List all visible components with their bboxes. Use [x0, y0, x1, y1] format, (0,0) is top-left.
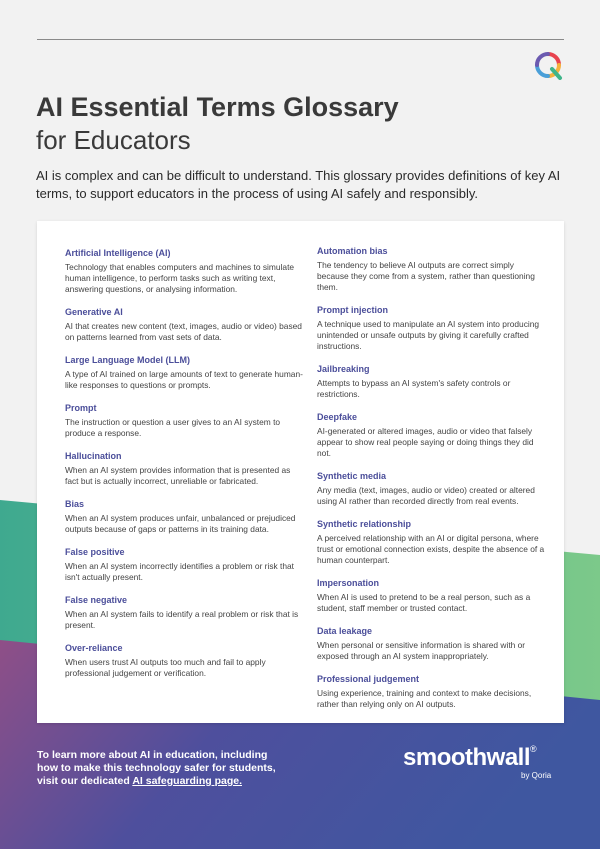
smoothwall-logo [403, 744, 552, 780]
glossary-term: Data leakage [317, 626, 373, 636]
qoria-logo-icon [531, 50, 565, 80]
glossary-entry [65, 450, 305, 487]
glossary-entry [65, 642, 305, 679]
intro-paragraph: AI is complex and can be difficult to understand. This glossary provides definitions of key AI terms, to support educators in the process of using AI safely and responsibly. [36, 168, 561, 201]
glossary-definition: The instruction or question a user gives to an AI system to produce a response. [65, 417, 281, 438]
glossary-term: False positive [65, 547, 125, 557]
page-subtitle: for Educators [36, 125, 191, 155]
footer-cta-text: To learn more about AI in education, including how to make this technology safer for students, visit our dedicated [37, 749, 276, 787]
glossary-entry [317, 577, 547, 614]
glossary-definition: When an AI system fails to identify a real problem or risk that is present. [65, 609, 299, 630]
glossary-entry [65, 546, 305, 583]
glossary-entry [317, 304, 547, 352]
glossary-definition: When an AI system produces unfair, unbalanced or prejudiced outputs because of gaps or patterns in its training data. [65, 513, 296, 534]
glossary-entry [317, 411, 547, 459]
glossary-definition: Attempts to bypass an AI system's safety controls or restrictions. [317, 378, 511, 399]
glossary-definition: Any media (text, images, audio or video) created or altered using AI rather than recorded directly from real events. [317, 485, 535, 506]
glossary-term: Prompt [65, 403, 97, 413]
glossary-definition: A technique used to manipulate an AI system into producing unintended or unsafe outputs by giving it carefully crafted instructions. [317, 319, 540, 351]
glossary-definition: The tendency to believe AI outputs are correct simply because they come from a system, rather than questioning them. [317, 260, 535, 292]
ai-safeguarding-link[interactable]: AI safeguarding page. [132, 775, 242, 787]
glossary-term: False negative [65, 595, 128, 605]
glossary-term: Professional judgement [317, 674, 420, 684]
glossary-definition: AI-generated or altered images, audio or video that falsely appear to show real people saying or doing things they did not. [317, 426, 534, 458]
glossary-column-left [65, 247, 305, 690]
glossary-entry [317, 518, 547, 566]
glossary-definition: When users trust AI outputs too much and fail to apply professional judgement or verification. [65, 657, 266, 678]
glossary-definition: A type of AI trained on large amounts of text to generate human-like responses to questions or prompts. [65, 369, 303, 390]
glossary-definition: AI that creates new content (text, images, audio or video) based on patterns learned from vast sets of data. [65, 321, 302, 342]
glossary-entry [65, 594, 305, 631]
glossary-term: Synthetic relationship [317, 519, 412, 529]
glossary-entry [317, 363, 547, 400]
glossary-term: Over-reliance [65, 643, 123, 653]
glossary-term: Artificial Intelligence (AI) [65, 248, 171, 258]
glossary-entry [317, 673, 547, 710]
glossary-entry [65, 247, 305, 295]
glossary-definition: When AI is used to pretend to be a real person, such as a student, staff member or trusted contact. [317, 592, 531, 613]
glossary-term: Synthetic media [317, 471, 387, 481]
glossary-entry [65, 498, 305, 535]
glossary-definition: When an AI system incorrectly identifies a problem or risk that isn't actually present. [65, 561, 295, 582]
glossary-definition: Technology that enables computers and machines to simulate human intelligence, to perform tasks such as writing text, answering questions, or analysing information. [65, 262, 295, 294]
glossary-entry [65, 402, 305, 439]
glossary-entry [65, 306, 305, 343]
glossary-term: Jailbreaking [317, 364, 370, 374]
brand-by-qoria: by Qoria [521, 771, 552, 780]
glossary-entry [317, 245, 547, 293]
glossary-definition: Using experience, training and context to make decisions, rather than relying only on AI outputs. [317, 688, 532, 709]
top-divider [37, 39, 564, 40]
glossary-definition: When personal or sensitive information is shared with or exposed through an AI system inappropriately. [317, 640, 526, 661]
glossary-term: Bias [65, 499, 85, 509]
glossary-term: Generative AI [65, 307, 123, 317]
glossary-column-right [317, 245, 547, 721]
glossary-term: Impersonation [317, 578, 380, 588]
glossary-term: Prompt injection [317, 305, 389, 315]
brand-name: smoothwall [403, 744, 531, 771]
footer-cta [37, 749, 287, 788]
glossary-term: Deepfake [317, 412, 358, 422]
brand-registered-mark: ® [530, 744, 537, 754]
glossary-entry [317, 625, 547, 662]
glossary-entry [65, 354, 305, 391]
glossary-definition: A perceived relationship with an AI or digital persona, where trust or emotional connection exists, despite the absence of a human counterpart. [317, 533, 545, 565]
glossary-term: Large Language Model (LLM) [65, 355, 190, 365]
page-title: AI Essential Terms Glossary [36, 92, 399, 122]
glossary-definition: When an AI system provides information that is presented as fact but is actually incorrect, unreliable or fabricated. [65, 465, 291, 486]
glossary-entry [317, 470, 547, 507]
glossary-term: Automation bias [317, 246, 388, 256]
glossary-term: Hallucination [65, 451, 122, 461]
glossary-card [37, 221, 564, 723]
